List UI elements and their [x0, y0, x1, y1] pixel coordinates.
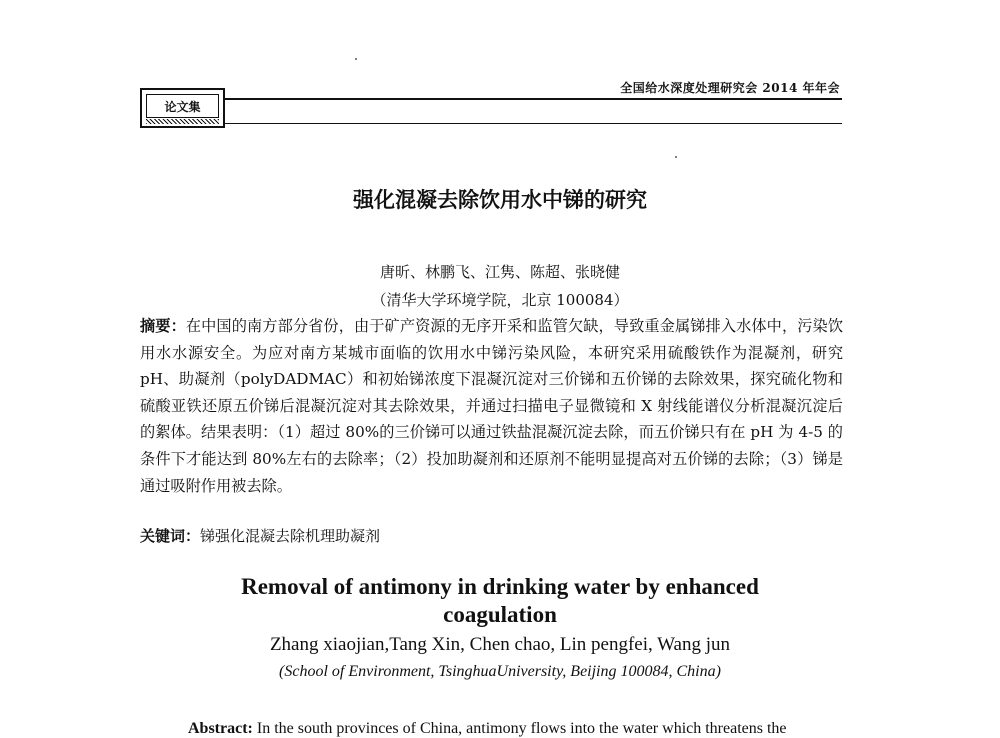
abstract-label-en: Abstract:: [188, 720, 253, 737]
abstract-text-cn: 在中国的南方部分省份，由于矿产资源的无序开采和监管欠缺，导致重金属锑排入水体中，污染饮用水水源安全。为应对南方某城市面临的饮用水中锑污染风险，本研究采用硫酸铁作为混凝剂，研究 pH、助凝剂（polyDADMAC）和初始锑浓度下混凝沉淀对三价锑和五价锑的去除效果，探究硫化物和硫酸亚铁还原五价锑后混凝沉淀对其去除效果，并通过扫描电子显微镜和 X 射线能谱仪分析混凝沉淀后的絮体。结果表明：（1）超过 80%的三价锑可以通过铁盐混凝沉淀去除，而五价锑只有在 pH 为 4-5 的条件下才能达到 80%左右的去除率；（2）投加助凝剂和还原剂不能明显提高对五价锑的去除；（3）锑是通过吸附作用被去除。: [140, 317, 844, 495]
paper-title-en-line2: coagulation: [443, 602, 557, 627]
running-header-title: 全国给水深度处理研究会 2014 年年会: [620, 81, 840, 95]
authors-en: Zhang xiaojian,Tang Xin, Chen chao, Lin pengfei, Wang jun: [269, 634, 731, 655]
section-tab: [140, 88, 225, 128]
paper-title-en: [0, 573, 1000, 629]
abstract-label-cn: 摘要：: [140, 317, 186, 335]
abstract-cn: [140, 313, 843, 499]
scan-speck: [355, 58, 357, 60]
header-rule-thin: [225, 123, 842, 124]
section-tab-label: 论文集: [146, 94, 219, 118]
affiliation-en: (School of Environment, TsinghuaUniversity, Beijing 100084, China): [279, 663, 721, 680]
abstract-en: [188, 720, 787, 738]
header-rule: [140, 98, 842, 100]
keywords-text-cn: 锑强化混凝去除机理助凝剂: [200, 527, 381, 545]
scan-speck: [675, 156, 677, 158]
affiliation-cn: （清华大学环境学院，北京 100084）: [371, 291, 629, 309]
keywords-cn: [140, 525, 843, 546]
abstract-text-en: In the south provinces of China, antimony flows into the water which threatens the: [252, 720, 787, 737]
paper-title-cn: 强化混凝去除饮用水中锑的研究: [353, 188, 647, 212]
authors-cn: 唐昕、林鹏飞、江隽、陈超、张晓健: [379, 263, 620, 281]
paper-title-en-line1: Removal of antimony in drinking water by enhanced: [241, 574, 759, 599]
keywords-label-cn: 关键词：: [140, 527, 201, 545]
section-tab-hatch: [146, 119, 219, 124]
